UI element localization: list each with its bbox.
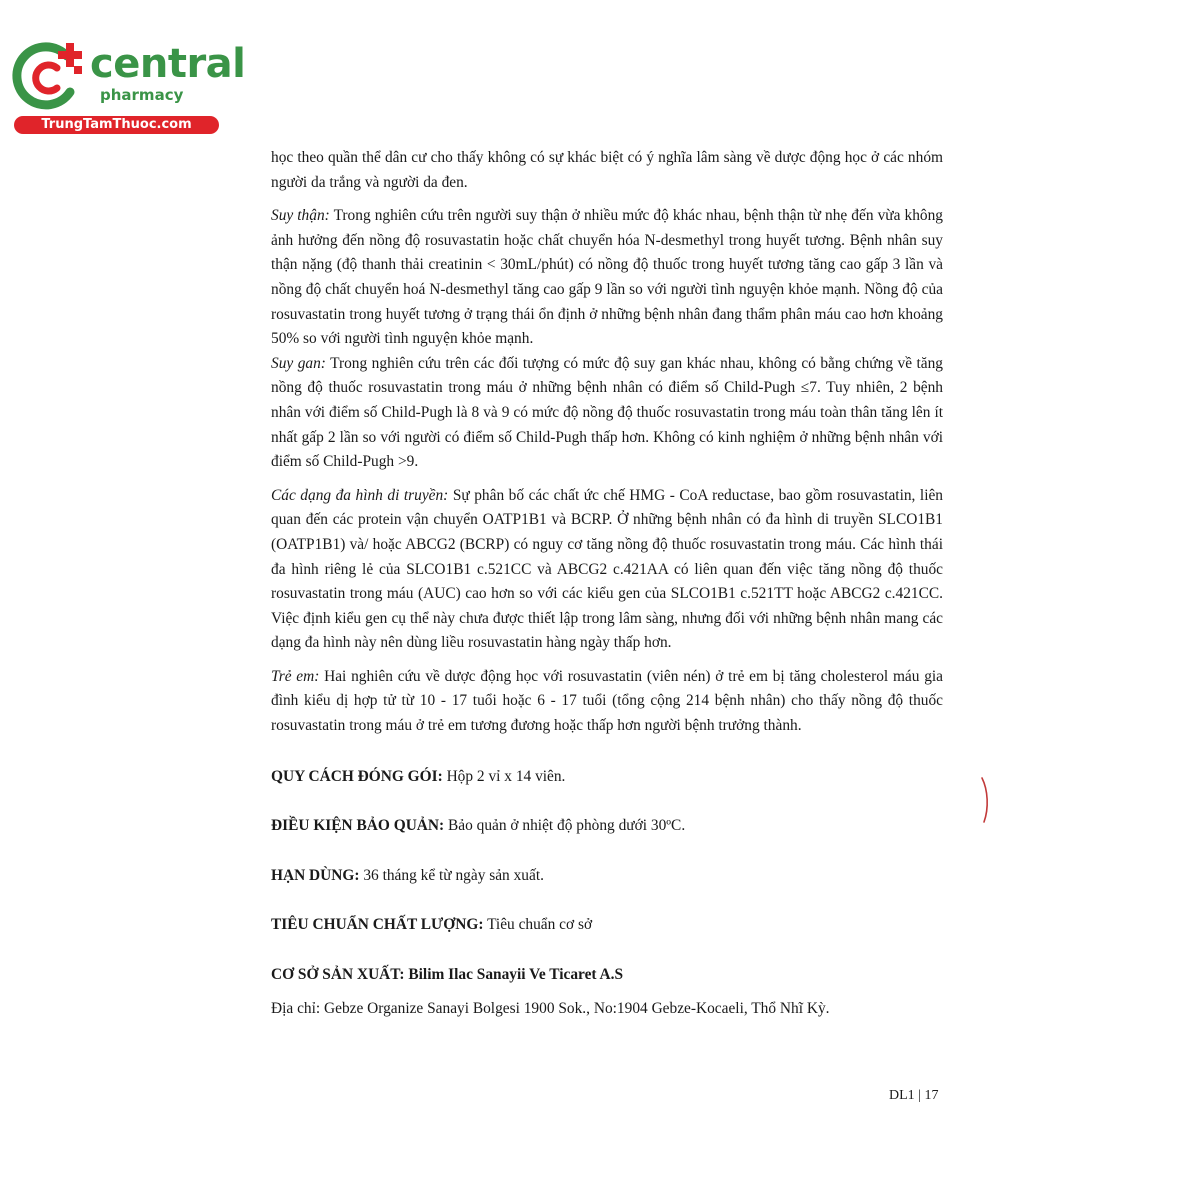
heading-renal: Suy thận: xyxy=(271,207,330,225)
field-storage xyxy=(271,814,943,839)
paragraph-text: học theo quần thể dân cư cho thấy không có sự khác biệt có ý nghĩa lâm sàng về dược động học ở các nhóm người da trắng và người da đen. xyxy=(271,149,943,191)
field-value: Tiêu chuẩn cơ sở xyxy=(483,916,593,934)
field-label: TIÊU CHUẨN CHẤT LƯỢNG: xyxy=(271,916,484,934)
field-label: QUY CÁCH ĐÓNG GÓI: xyxy=(271,767,443,785)
paragraph-text: Hai nghiên cứu về dược động học với rosuvastatin (viên nén) ở trẻ em bị tăng cholesterol máu gia đình kiểu dị hợp tử từ 10 - 17 tuổi hoặc 6 - 17 tuổi (tổng cộng 214 bệnh nhân) cho thấy nồng độ thuốc rosuvastatin trong máu ở trẻ em tương đương hoặc thấp hơn người bệnh trưởng thành. xyxy=(271,667,943,735)
field-value: Hộp 2 vỉ x 14 viên. xyxy=(442,767,566,785)
paragraph-hepatic xyxy=(271,352,943,475)
paragraph-population xyxy=(271,146,943,195)
document-body xyxy=(271,146,943,1030)
pharmacy-cross-logo-icon xyxy=(10,38,90,116)
paragraph-renal xyxy=(271,204,943,352)
heading-hepatic: Suy gan: xyxy=(271,354,326,372)
field-expiry xyxy=(271,864,943,889)
field-quality xyxy=(271,913,943,938)
page-number: DL1 | 17 xyxy=(889,1088,939,1103)
paragraph-text: Sự phân bố các chất ức chế HMG - CoA reductase, bao gồm rosuvastatin, liên quan đến các protein vận chuyển OATP1B1 và BCRP. Ở những bệnh nhân có đa hình di truyền SLCO1B1 (OATP1B1) và/ hoặc ABCG2 (BCRP) có nguy cơ tăng nồng độ thuốc rosuvastatin trong máu. Các hình thái đa hình riêng lẻ của SLCO1B1 c.521CC và ABCG2 c.421AA có liên quan đến việc tăng nồng độ thuốc rosuvastatin trong máu (AUC) cao hơn so với các kiểu gen của SLCO1B1 c.521TT hoặc ABCG2 c.421CC. Việc định kiểu gen cụ thể này chưa được thiết lập trong lâm sàng, nhưng đối với những bệnh nhân mang các dạng đa hình này nên dùng liều rosuvastatin hàng ngày thấp hơn. xyxy=(271,486,943,652)
field-manufacturer xyxy=(271,963,943,988)
field-value: Bilim Ilac Sanayii Ve Ticaret A.S xyxy=(404,966,624,984)
red-pen-mark-icon xyxy=(978,776,992,826)
brand-website: TrungTamThuoc.com xyxy=(14,116,219,134)
paragraph-text: Trong nghiên cứu trên người suy thận ở nhiều mức độ khác nhau, bệnh thận từ nhẹ đến vừa không ảnh hưởng đến nồng độ rosuvastatin hoặc chất chuyển hóa N-desmethyl trong huyết tương. Bệnh nhân suy thận nặng (độ thanh thải creatinin < 30mL/phút) có nồng độ thuốc trong huyết tương tăng cao gấp 3 lần và nồng độ chất chuyển hoá N-desmethyl tăng cao gấp 9 lần so với người tình nguyện khỏe mạnh. Nồng độ của rosuvastatin trong huyết tương ở trạng thái ổn định ở những bệnh nhân đang thẩm phân máu cao hơn khoảng 50% so với người tình nguyện khỏe mạnh. xyxy=(271,207,943,348)
field-value: Bảo quản ở nhiệt độ phòng dưới 30ºC. xyxy=(444,817,686,835)
paragraph-genetic xyxy=(271,484,943,656)
field-label: HẠN DÙNG: xyxy=(271,866,360,884)
field-packaging xyxy=(271,765,943,790)
brand-name: central xyxy=(90,41,246,87)
brand-logo xyxy=(10,38,246,138)
heading-genetic: Các dạng đa hình di truyền: xyxy=(271,486,449,504)
paragraph-children xyxy=(271,665,943,739)
field-label: ĐIỀU KIỆN BẢO QUẢN: xyxy=(271,817,445,835)
field-value: 36 tháng kể từ ngày sản xuất. xyxy=(359,866,544,884)
brand-subtitle: pharmacy xyxy=(100,86,184,104)
paragraph-text: Trong nghiên cứu trên các đối tượng có mức độ suy gan khác nhau, không có bằng chứng về tăng nồng độ thuốc rosuvastatin trong máu ở những bệnh nhân có điểm số Child-Pugh ≤7. Tuy nhiên, 2 bệnh nhân với điểm số Child-Pugh là 8 và 9 có mức độ nồng độ thuốc rosuvastatin trong máu toàn thân tăng lên ít nhất gấp 2 lần so với người có điểm số Child-Pugh thấp hơn. Không có kinh nghiệm ở những bệnh nhân với điểm số Child-Pugh >9. xyxy=(271,354,944,471)
manufacturer-address: Địa chỉ: Gebze Organize Sanayi Bolgesi 1900 Sok., No:1904 Gebze-Kocaeli, Thổ Nhĩ Kỳ. xyxy=(271,999,830,1017)
heading-children: Trẻ em: xyxy=(271,667,320,685)
field-label: CƠ SỞ SẢN XUẤT: xyxy=(271,966,405,984)
